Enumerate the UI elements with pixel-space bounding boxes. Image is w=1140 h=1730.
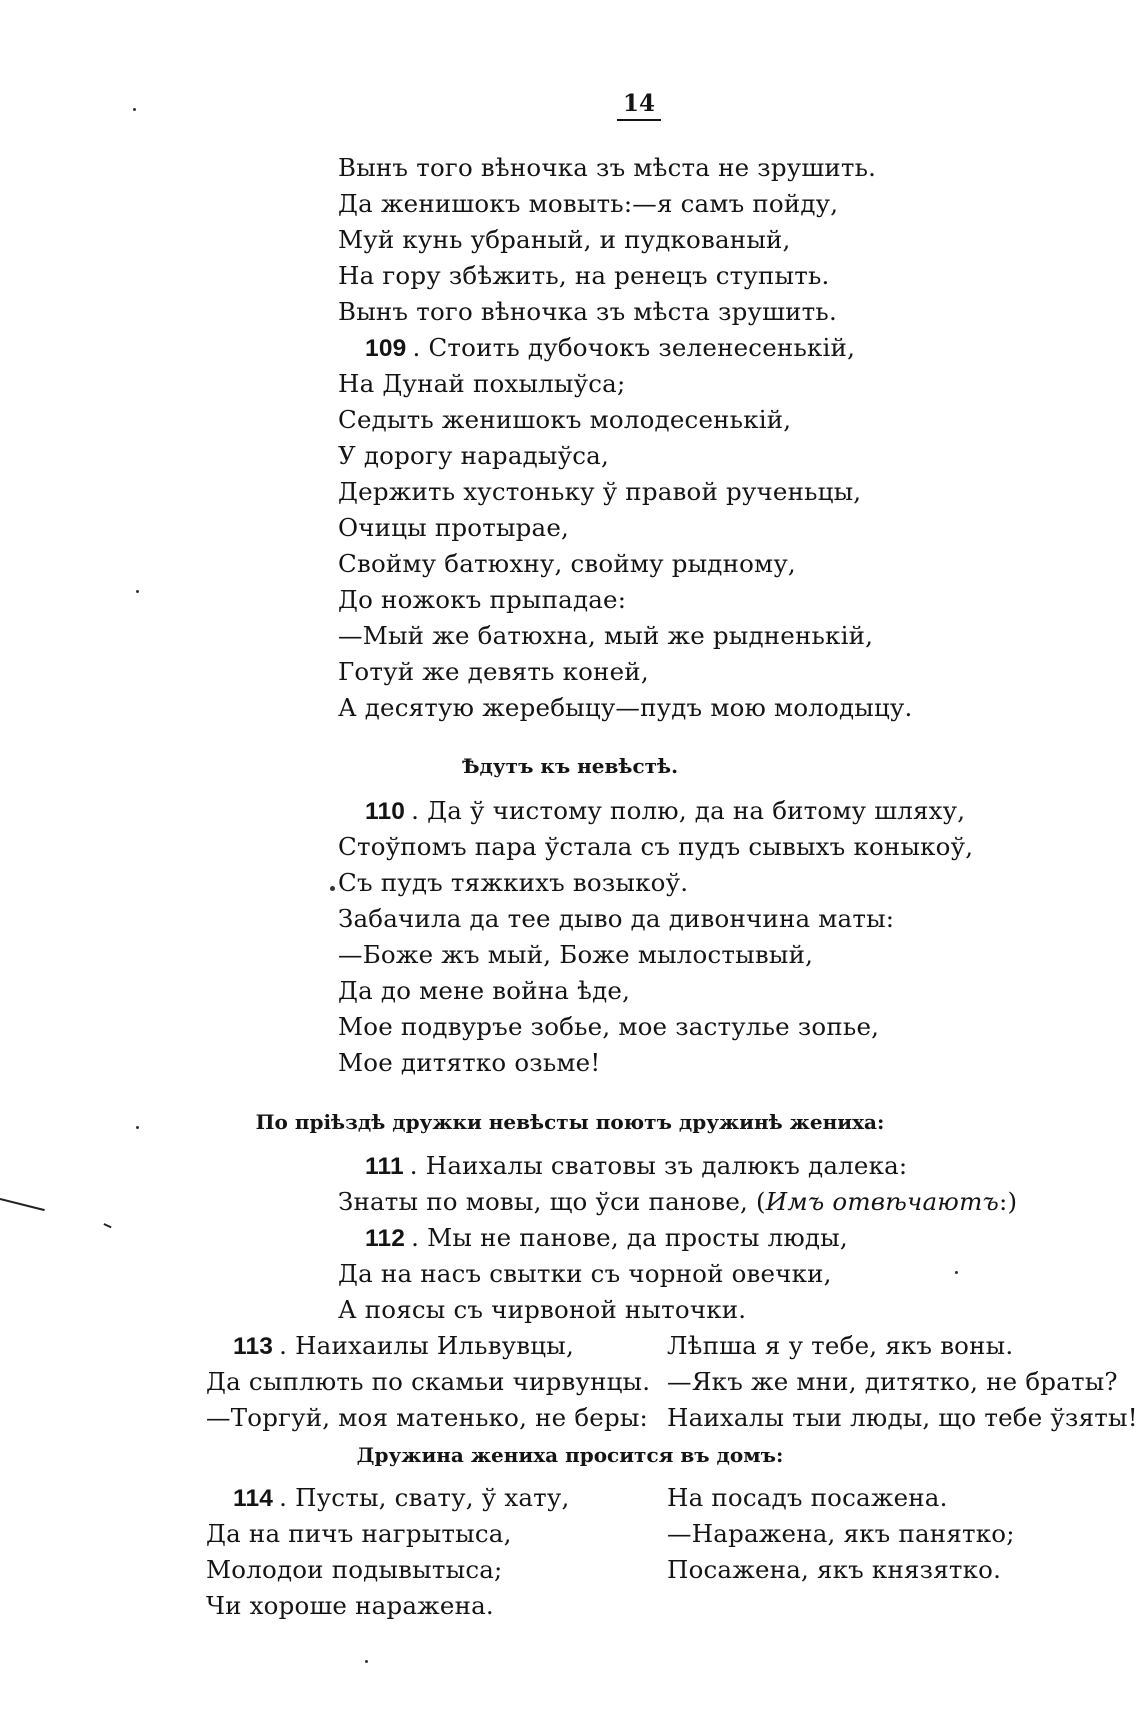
- verse-line: Седыть женишокъ молодесенькій,: [338, 405, 792, 434]
- verse-line: Наихалы тыи люды, що тебе ўзяты!: [667, 1403, 1138, 1432]
- verse-line: На гору збѣжить, на ренецъ ступыть.: [338, 261, 830, 290]
- verse-line: —Якъ же мни, дитятко, не браты?: [667, 1367, 1118, 1396]
- scan-speck: [136, 1126, 139, 1129]
- verse-line: На Дунай похылыўса;: [338, 369, 626, 398]
- verse-line: Забачила да тее дыво да дивончина маты:: [338, 904, 895, 933]
- verse-number: 112: [365, 1225, 406, 1252]
- verse-line-numbered: 110 . Да ў чистому полю, да на битому шляху,: [365, 796, 966, 825]
- verse-line: Лѣпша я у тебе, якъ воны.: [667, 1331, 1014, 1360]
- verse-line: Мое подвуръе зобье, мое застулье зопье,: [338, 1012, 880, 1041]
- verse-line: Держить хустоньку ў правой рученьцы,: [338, 477, 862, 506]
- section-heading: Ѣдутъ къ невѣстѣ.: [461, 754, 679, 778]
- scan-speck: [955, 1271, 958, 1274]
- verse-line: Муй кунь убраный, и пудкованый,: [338, 225, 791, 254]
- verse-line: Посажена, якъ князятко.: [667, 1555, 1002, 1584]
- verse-number: 113: [233, 1333, 274, 1360]
- verse-line: Съ пудъ тяжкихъ возыкоў.: [338, 868, 689, 897]
- verse-line: Вынъ того вѣночка зъ мѣста не зрушить.: [338, 153, 877, 182]
- verse-line: Да до мене война ѣде,: [338, 976, 631, 1005]
- verse-line: У дорогу нарадыўса,: [338, 441, 609, 470]
- verse-line: —Мый же батюхна, мый же рыдненькій,: [338, 621, 874, 650]
- page-number: 14: [617, 90, 661, 121]
- verse-number: 110: [365, 798, 406, 825]
- verse-line: До ножокъ прыпадае:: [338, 585, 627, 614]
- verse-line: На посадъ посажена.: [667, 1483, 948, 1512]
- verse-line-numbered: 113 . Наихаилы Ильвувцы,: [233, 1331, 574, 1360]
- verse-line-numbered: 109 . Стоить дубочокъ зеленесенькій,: [365, 333, 856, 362]
- verse-line-numbered: 111 . Наихалы сватовы зъ далюкъ далека:: [365, 1151, 908, 1180]
- section-heading: Дружина жениха просится въ домъ:: [356, 1443, 784, 1467]
- verse-line: —Боже жъ мый, Боже мылостывый,: [338, 940, 814, 969]
- verse-number: 114: [233, 1485, 274, 1512]
- scan-speck: [136, 590, 139, 593]
- verse-line: Да сыплють по скамьи чирвунцы.: [206, 1367, 651, 1396]
- scan-stroke: [104, 1223, 112, 1228]
- verse-number: 111: [365, 1153, 404, 1180]
- verse-line: —Торгуй, моя матенько, не беры:: [206, 1403, 649, 1432]
- verse-line: Молодои подывытыса;: [206, 1555, 503, 1584]
- verse-line: Да на пичъ нагрытыса,: [206, 1519, 512, 1548]
- verse-line: А десятую жеребыцу—пудъ мою молодыцу.: [338, 693, 913, 722]
- verse-line: Готуй же девять коней,: [338, 657, 649, 686]
- section-heading: По пріѣздѣ дружки невѣсты поютъ дружинѣ жениха:: [255, 1110, 885, 1134]
- verse-number: 109: [365, 335, 407, 362]
- verse-line: —Наражена, якъ панятко;: [667, 1519, 1015, 1548]
- verse-line-numbered: 114 . Пусты, свату, ў хату,: [233, 1483, 570, 1512]
- scan-speck: [330, 886, 335, 891]
- scan-speck: [365, 1660, 368, 1663]
- scan-speck: [133, 108, 136, 111]
- verse-line-numbered: 112 . Мы не панове, да просты люды,: [365, 1223, 848, 1252]
- stage-direction: Имъ отвѣчаютъ: [765, 1187, 1000, 1216]
- verse-line: Знаты по мовы, що ўси панове, (Имъ отвѣчаютъ:): [338, 1187, 1018, 1216]
- verse-line: А поясы съ чирвоной ныточки.: [338, 1295, 747, 1324]
- verse-line: Вынъ того вѣночка зъ мѣста зрушить.: [338, 297, 837, 326]
- scan-stroke: [0, 1198, 45, 1211]
- verse-line: Чи хороше наражена.: [206, 1591, 494, 1620]
- verse-line: Стоўпомъ пара ўстала съ пудъ сывыхъ коныкоў,: [338, 832, 974, 861]
- verse-line: Свойму батюхну, свойму рыдному,: [338, 549, 796, 578]
- verse-line: Да женишокъ мовыть:—я самъ пойду,: [338, 189, 839, 218]
- verse-line: Очицы протырае,: [338, 513, 570, 542]
- verse-line: Да на насъ свытки съ чорной овечки,: [338, 1259, 832, 1288]
- verse-line: Мое дитятко озьме!: [338, 1048, 601, 1077]
